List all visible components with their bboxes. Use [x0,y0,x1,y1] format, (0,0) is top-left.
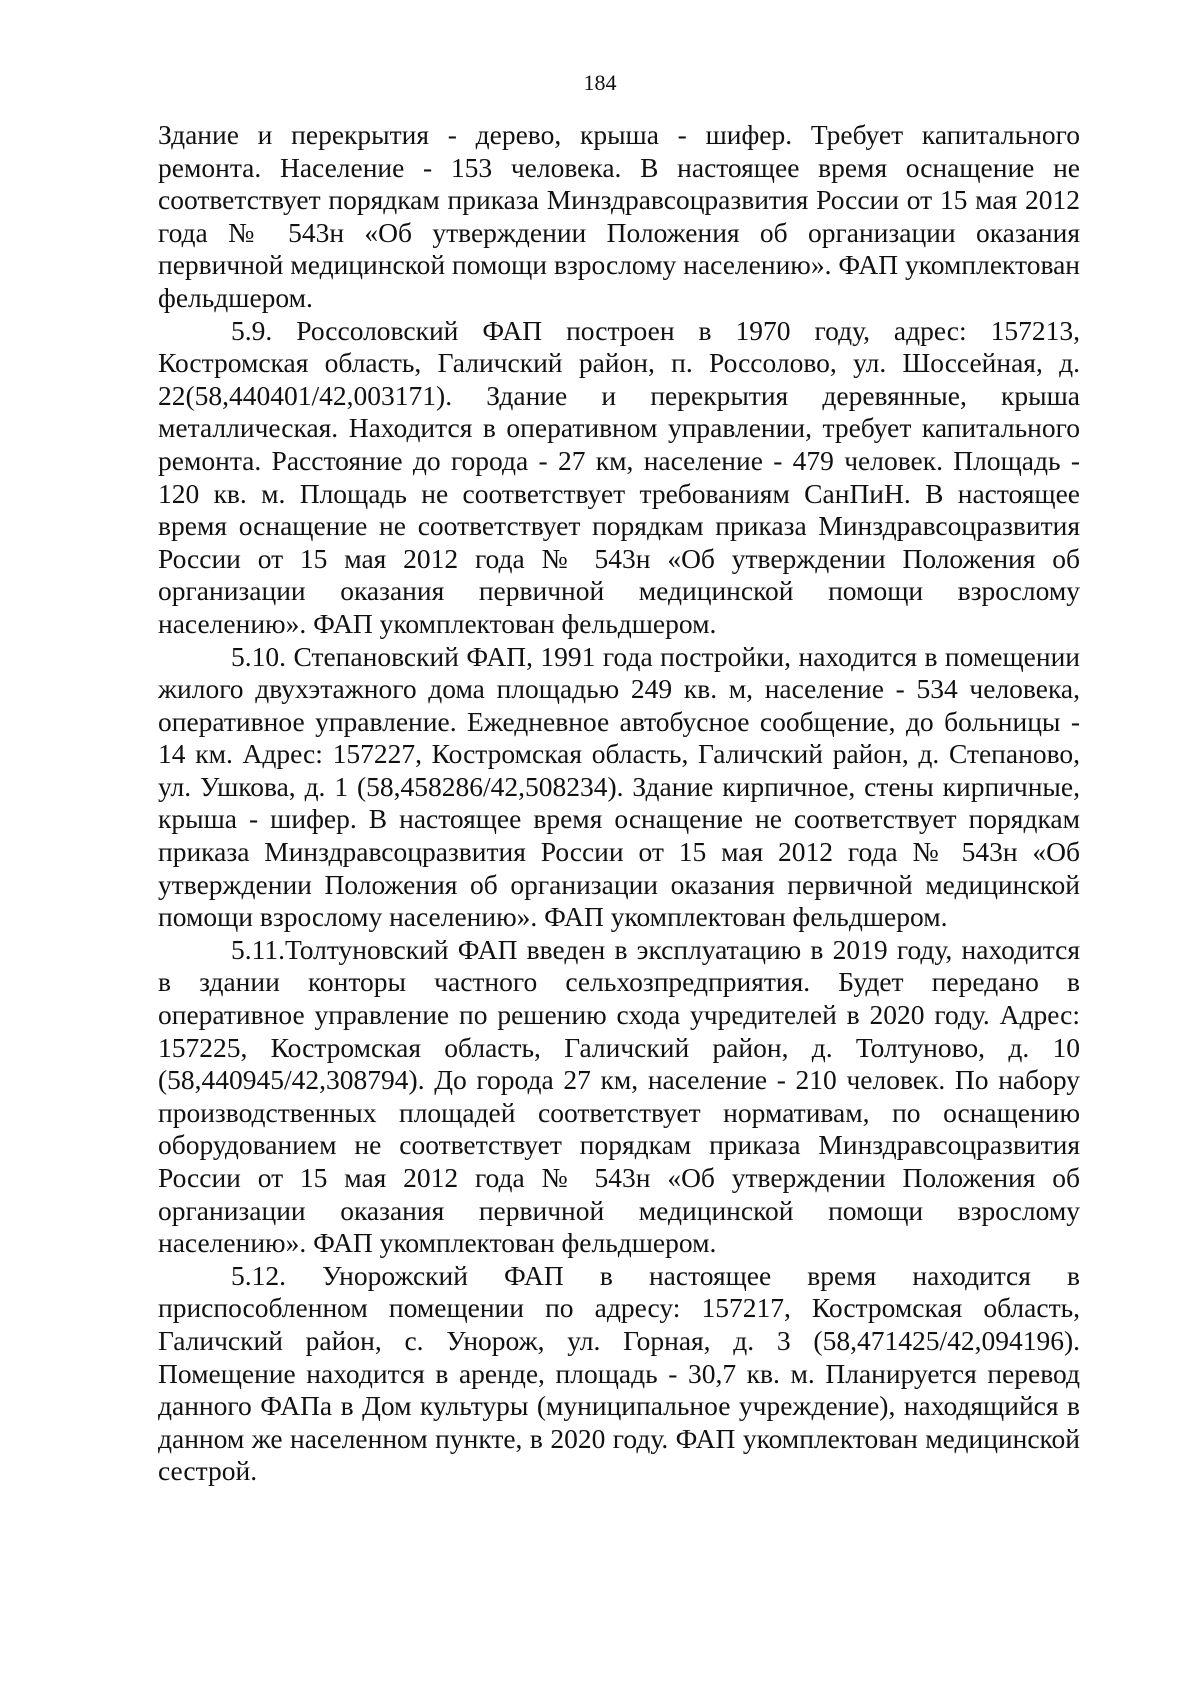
paragraph-continuation: Здание и перекрытия - дерево, крыша - шифер. Требует капитального ремонта. Население - 153 человека. В настоящее время оснащение не соответствует порядкам приказа Минздравсоцразвития России от 15 мая 2012 года № 543н «Об утверждении Положения об организации оказания первичной медицинской помощи взрослому населению». ФАП укомплектован фельдшером. [158,119,1080,313]
page-number: 184 [583,70,617,95]
paragraph-5-9-rossolovsky-fap: 5.9. Россоловский ФАП построен в 1970 году, адрес: 157213, Костромская область, Галичский район, п. Россолово, ул. Шоссейная, д. 22(58,440401/42,003171). Здание и перекрытия деревянные, крыша металлическая. Находится в оперативном управлении, требует капитального ремонта. Расстояние до города - 27 км, население - 479 человек. Площадь - 120 кв. м. Площадь не соответствует требованиям СанПиН. В настоящее время оснащение не соответствует порядкам приказа Минздравсоцразвития России от 15 мая 2012 года № 543н «Об утверждении Положения об организации оказания первичной медицинской помощи взрослому населению». ФАП укомплектован фельдшером. [158,314,1080,639]
paragraph-5-10-stepanovsky-fap: 5.10. Степановский ФАП, 1991 года постройки, находится в помещении жилого двухэтажного дома площадью 249 кв. м, население - 534 человека, оперативное управление. Ежедневное автобусное сообщение, до больницы - 14 км. Адрес: 157227, Костромская область, Галичский район, д. Степаново, ул. Ушкова, д. 1 (58,458286/42,508234). Здание кирпичное, стены кирпичные, крыша - шифер. В настоящее время оснащение не соответствует порядкам приказа Минздравсоцразвития России от 15 мая 2012 года № 543н «Об утверждении Положения об организации оказания первичной медицинской помощи взрослому населению». ФАП укомплектован фельдшером. [158,640,1080,933]
document-body [158,119,1080,1488]
paragraph-5-12-unorozhsky-fap: 5.12. Унорожский ФАП в настоящее время находится в приспособленном помещении по адресу: 157217, Костромская область, Галичский район, с. Унорож, ул. Горная, д. 3 (58,471425/42,094196). Помещение находится в аренде, площадь - 30,7 кв. м. Планируется перевод данного ФАПа в Дом культуры (муниципальное учреждение), находящийся в данном же населенном пункте, в 2020 году. ФАП укомплектован медицинской сестрой. [158,1259,1080,1487]
paragraph-5-11-toltunovsky-fap: 5.11.Толтуновский ФАП введен в эксплуатацию в 2019 году, находится в здании конторы частного сельхозпредприятия. Будет передано в оперативное управление по решению схода учредителей в 2020 году. Адрес: 157225, Костромская область, Галичский район, д. Толтуново, д. 10 (58,440945/42,308794). До города 27 км, население - 210 человек. По набору производственных площадей соответствует нормативам, по оснащению оборудованием не соответствует порядкам приказа Минздравсоцразвития России от 15 мая 2012 года № 543н «Об утверждении Положения об организации оказания первичной медицинской помощи взрослому населению». ФАП укомплектован фельдшером. [158,933,1080,1259]
